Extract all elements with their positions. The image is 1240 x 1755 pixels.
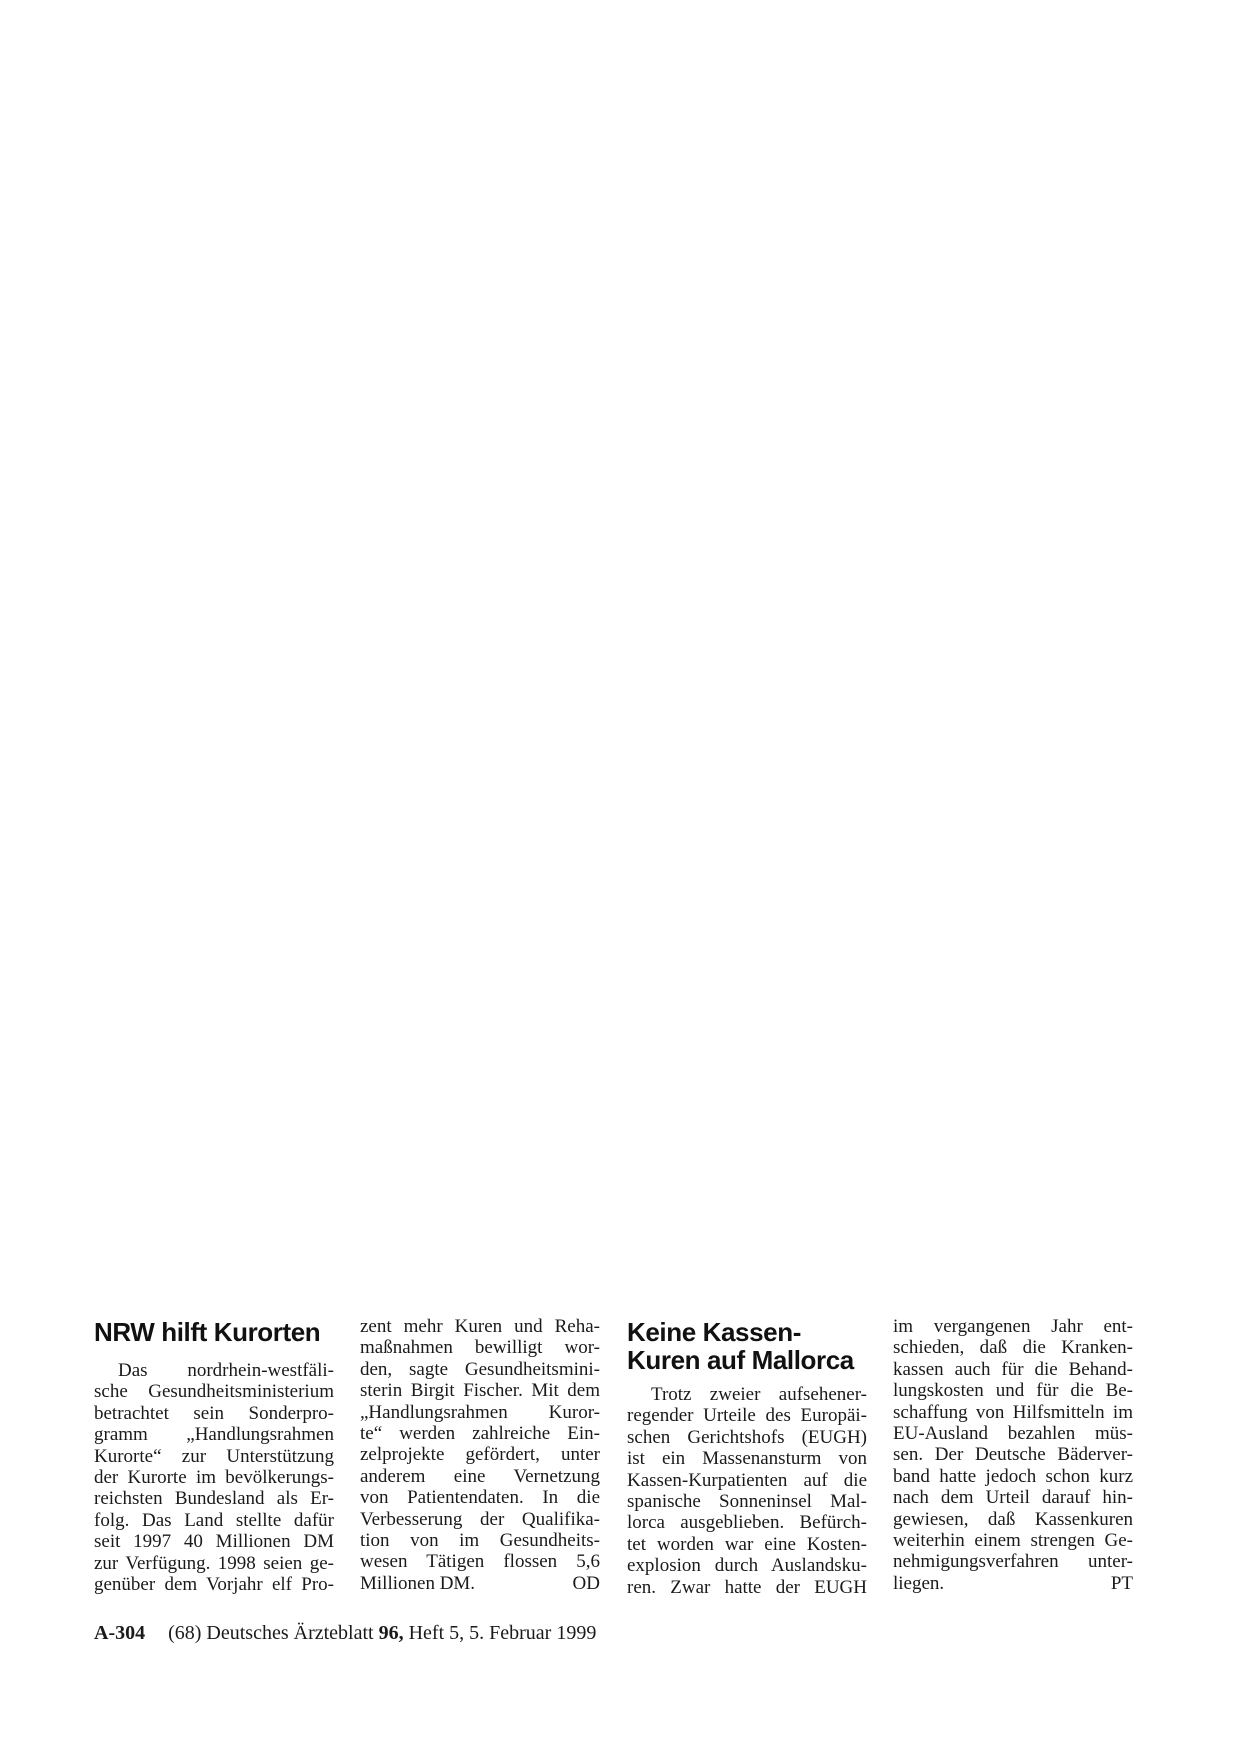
- author-signature: PT: [1110, 1572, 1133, 1594]
- body-line: zur Verfügung. 1998 seien ge-: [94, 1552, 334, 1574]
- article-mallorca-column-2: [893, 1316, 1133, 1594]
- body-line: Kurorte“ zur Unterstützung: [94, 1445, 334, 1467]
- body-line: sche Gesundheitsministerium: [94, 1381, 334, 1403]
- page-footer: [94, 1622, 596, 1645]
- body-line: reichsten Bundesland als Er-: [94, 1488, 334, 1510]
- body-line: genüber dem Vorjahr elf Pro-: [94, 1573, 334, 1595]
- body-line: explosion durch Auslandsku-: [627, 1555, 867, 1577]
- body-line: kassen auch für die Behand-: [893, 1358, 1133, 1380]
- headline-line: Kuren auf Mallorca: [627, 1345, 854, 1375]
- body-line: sen. Der Deutsche Bäderver-: [893, 1444, 1133, 1466]
- body-line: lorca ausgeblieben. Befürch-: [627, 1512, 867, 1534]
- article-nrw-column-2: [360, 1316, 600, 1594]
- article-mallorca-column-1: [627, 1316, 867, 1598]
- body-line: gramm „Handlungsrahmen: [94, 1424, 334, 1446]
- body-line: weiterhin einem strengen Ge-: [893, 1529, 1133, 1551]
- body-line: ist ein Massenansturm von: [627, 1448, 867, 1470]
- body-line: ren. Zwar hatte der EUGH: [627, 1576, 867, 1598]
- body-line: te“ werden zahlreiche Ein-: [360, 1422, 600, 1444]
- issue-info: Heft 5, 5. Februar 1999: [408, 1622, 597, 1644]
- body-line: spanische Sonneninsel Mal-: [627, 1490, 867, 1512]
- body-line: zelprojekte gefördert, unter: [360, 1444, 600, 1466]
- body-line: Verbesserung der Qualifika-: [360, 1508, 600, 1530]
- body-line: von Patientendaten. In die: [360, 1487, 600, 1509]
- body-line: der Kurorte im bevölkerungs-: [94, 1466, 334, 1488]
- article-headline: [627, 1318, 867, 1374]
- body-line: „Handlungsrahmen Kuror-: [360, 1401, 600, 1423]
- body-line: Kassen-Kurpatienten auf die: [627, 1469, 867, 1491]
- article-headline: NRW hilft Kurorten: [94, 1317, 321, 1347]
- body-line: im vergangenen Jahr ent-: [893, 1316, 1133, 1337]
- body-line: sterin Birgit Fischer. Mit dem: [360, 1380, 600, 1402]
- body-line: regender Urteile des Europäi-: [627, 1405, 867, 1427]
- body-line: den, sagte Gesundheitsmini-: [360, 1358, 600, 1380]
- body-line: schieden, daß die Kranken-: [893, 1337, 1133, 1359]
- body-line: EU-Ausland bezahlen müs-: [893, 1422, 1133, 1444]
- body-line: nach dem Urteil darauf hin-: [893, 1487, 1133, 1509]
- closing-text: liegen.: [893, 1572, 945, 1594]
- body-line: betrachtet sein Sonderpro-: [94, 1402, 334, 1424]
- body-line: seit 1997 40 Millionen DM: [94, 1531, 334, 1553]
- body-line: Trotz zweier aufsehener-: [651, 1384, 867, 1405]
- publication-name: (68) Deutsches Ärzteblatt: [168, 1622, 374, 1644]
- closing-line: [893, 1573, 1133, 1594]
- body-line: maßnahmen bewilligt wor-: [360, 1337, 600, 1359]
- body-line: nehmigungsverfahren unter-: [893, 1551, 1133, 1573]
- body-line: tion von im Gesundheits-: [360, 1529, 600, 1551]
- body-line: wesen Tätigen flossen 5,6: [360, 1551, 600, 1573]
- page-number: A-304: [94, 1622, 146, 1644]
- body-line: gewiesen, daß Kassenkuren: [893, 1508, 1133, 1530]
- body-line: schaffung von Hilfsmitteln im: [893, 1401, 1133, 1423]
- body-line: Das nordrhein-westfäli-: [118, 1360, 334, 1381]
- author-signature: OD: [572, 1572, 600, 1594]
- body-line: tet worden war eine Kosten-: [627, 1533, 867, 1555]
- body-line: band hatte jedoch schon kurz: [893, 1465, 1133, 1487]
- volume-number: 96,: [378, 1622, 404, 1644]
- body-line: lungskosten und für die Be-: [893, 1380, 1133, 1402]
- body-line: schen Gerichtshofs (EUGH): [627, 1426, 867, 1448]
- closing-text: Millionen DM.: [360, 1572, 476, 1594]
- body-line: anderem eine Vernetzung: [360, 1465, 600, 1487]
- article-nrw-column-1: [94, 1316, 334, 1595]
- body-line: folg. Das Land stellte dafür: [94, 1509, 334, 1531]
- closing-line: [360, 1573, 600, 1594]
- headline-line: Keine Kassen-: [627, 1317, 801, 1347]
- body-line: zent mehr Kuren und Reha-: [360, 1316, 600, 1337]
